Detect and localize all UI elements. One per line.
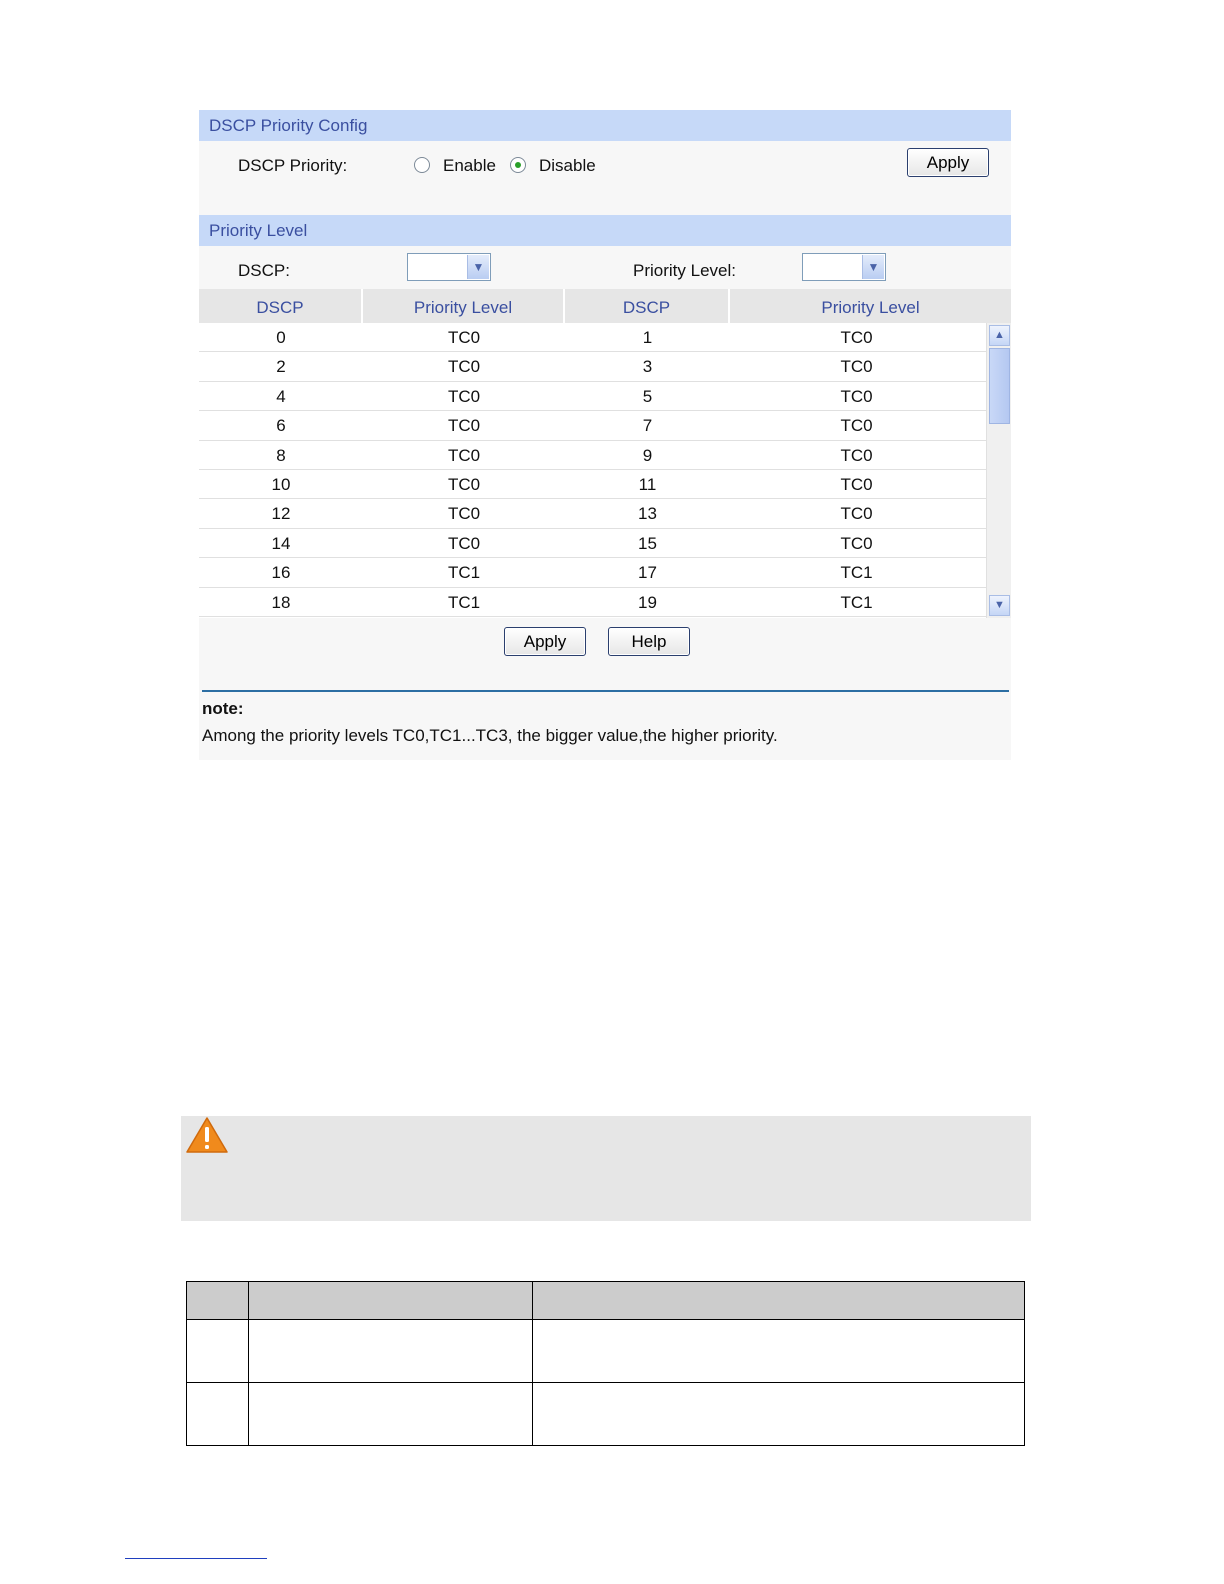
table-row bbox=[199, 558, 986, 587]
dscp-cell: 7 bbox=[642, 416, 653, 436]
note-divider bbox=[202, 690, 1009, 692]
priority-cell: TC0 bbox=[447, 445, 481, 465]
table-header-row bbox=[187, 1282, 1025, 1320]
table-row bbox=[187, 1320, 1025, 1383]
dscp-select[interactable] bbox=[407, 253, 491, 281]
dscp-cell: 14 bbox=[271, 533, 291, 553]
qos-panel bbox=[199, 110, 1011, 760]
dscp-cell: 1 bbox=[642, 328, 653, 347]
table-cell bbox=[187, 1320, 249, 1383]
priority-cell: TC0 bbox=[447, 357, 481, 377]
dscp-cell: 6 bbox=[276, 416, 286, 436]
table-row bbox=[199, 352, 986, 381]
help-button[interactable]: Help bbox=[608, 627, 690, 656]
dscp-select-label: DSCP: bbox=[238, 261, 290, 280]
disable-radio[interactable] bbox=[510, 157, 526, 173]
dscp-cell: 11 bbox=[638, 474, 657, 494]
dscp-priority-label: DSCP Priority: bbox=[238, 156, 348, 175]
dscp-cell: 0 bbox=[276, 328, 286, 347]
priority-cell: TC1 bbox=[840, 563, 873, 583]
priority-table bbox=[199, 323, 986, 618]
priority-cell: TC1 bbox=[447, 563, 481, 583]
priority-cell: TC0 bbox=[840, 328, 873, 347]
enable-radio[interactable] bbox=[414, 157, 430, 173]
table-row bbox=[187, 1383, 1025, 1446]
chevron-down-icon[interactable]: ▼ bbox=[862, 255, 884, 279]
priority-level-header: Priority Level bbox=[199, 215, 1011, 246]
dscp-cell: 17 bbox=[638, 563, 657, 583]
note-title: note: bbox=[202, 699, 244, 718]
dscp-cell: 2 bbox=[276, 357, 286, 377]
priority-cell: TC0 bbox=[840, 386, 873, 406]
table-cell bbox=[249, 1320, 533, 1383]
dscp-cell: 3 bbox=[642, 357, 653, 377]
dscp-cell: 18 bbox=[271, 592, 291, 612]
priority-cell: TC1 bbox=[447, 592, 481, 612]
priority-cell: TC0 bbox=[447, 533, 481, 553]
dscp-cell: 15 bbox=[638, 533, 657, 553]
disable-label[interactable]: Disable bbox=[539, 156, 596, 175]
table-cell bbox=[187, 1282, 249, 1320]
priority-cell: TC0 bbox=[840, 445, 873, 465]
dscp-cell: 19 bbox=[638, 592, 657, 612]
table-cell bbox=[249, 1383, 533, 1446]
priority-cell: TC0 bbox=[447, 504, 481, 524]
column-header-dscp: DSCP bbox=[199, 289, 363, 323]
priority-level-select[interactable] bbox=[802, 253, 886, 281]
priority-cell: TC0 bbox=[840, 504, 873, 524]
column-header-priority-level: Priority Level bbox=[363, 289, 565, 323]
priority-cell: TC0 bbox=[840, 416, 873, 436]
priority-cell: TC0 bbox=[447, 474, 481, 494]
priority-cell: TC0 bbox=[447, 416, 481, 436]
table-row bbox=[199, 499, 986, 528]
column-header-dscp: DSCP bbox=[565, 289, 730, 323]
table-cell bbox=[533, 1383, 1025, 1446]
table-row bbox=[199, 382, 986, 411]
priority-cell: TC0 bbox=[840, 474, 873, 494]
enable-label[interactable]: Enable bbox=[443, 156, 496, 175]
priority-cell: TC0 bbox=[447, 386, 481, 406]
warning-icon bbox=[185, 1116, 229, 1154]
table-row bbox=[199, 441, 986, 470]
dscp-cell: 4 bbox=[276, 386, 286, 406]
chevron-down-icon[interactable]: ▼ bbox=[467, 255, 489, 279]
table-cell bbox=[533, 1320, 1025, 1383]
dscp-cell: 10 bbox=[271, 474, 291, 494]
priority-cell: TC0 bbox=[840, 533, 873, 553]
table-cell bbox=[533, 1282, 1025, 1320]
dscp-cell: 8 bbox=[276, 445, 286, 465]
column-header-priority-level: Priority Level bbox=[730, 289, 1011, 323]
dscp-cell: 9 bbox=[642, 445, 653, 465]
dscp-cell: 16 bbox=[271, 563, 291, 583]
scroll-thumb[interactable] bbox=[989, 348, 1010, 424]
apply-button[interactable]: Apply bbox=[504, 627, 586, 656]
scroll-up-icon[interactable]: ▲ bbox=[989, 325, 1010, 346]
note-text: Among the priority levels TC0,TC1...TC3, the bigger value,the higher priority. bbox=[202, 726, 778, 745]
table-row bbox=[199, 470, 986, 499]
scroll-down-icon[interactable]: ▼ bbox=[989, 595, 1010, 616]
table-scrollbar[interactable] bbox=[986, 323, 1011, 618]
table-row bbox=[199, 411, 986, 440]
dscp-config-header: DSCP Priority Config bbox=[199, 110, 1011, 141]
priority-level-select-label: Priority Level: bbox=[633, 261, 736, 280]
table-row bbox=[199, 529, 986, 558]
dscp-cell: 12 bbox=[271, 504, 291, 524]
document-table bbox=[186, 1281, 1025, 1446]
priority-cell: TC0 bbox=[447, 328, 481, 347]
warning-box bbox=[181, 1116, 1031, 1221]
dscp-cell: 13 bbox=[638, 504, 657, 524]
footer-rule bbox=[125, 1558, 267, 1559]
priority-cell: TC0 bbox=[840, 357, 873, 377]
priority-cell: TC1 bbox=[840, 592, 873, 612]
table-row bbox=[199, 588, 986, 617]
table-header bbox=[199, 289, 1011, 323]
table-cell bbox=[249, 1282, 533, 1320]
dscp-cell: 5 bbox=[642, 386, 653, 406]
table-cell bbox=[187, 1383, 249, 1446]
table-row bbox=[199, 323, 986, 352]
dscp-apply-button[interactable]: Apply bbox=[907, 148, 989, 177]
